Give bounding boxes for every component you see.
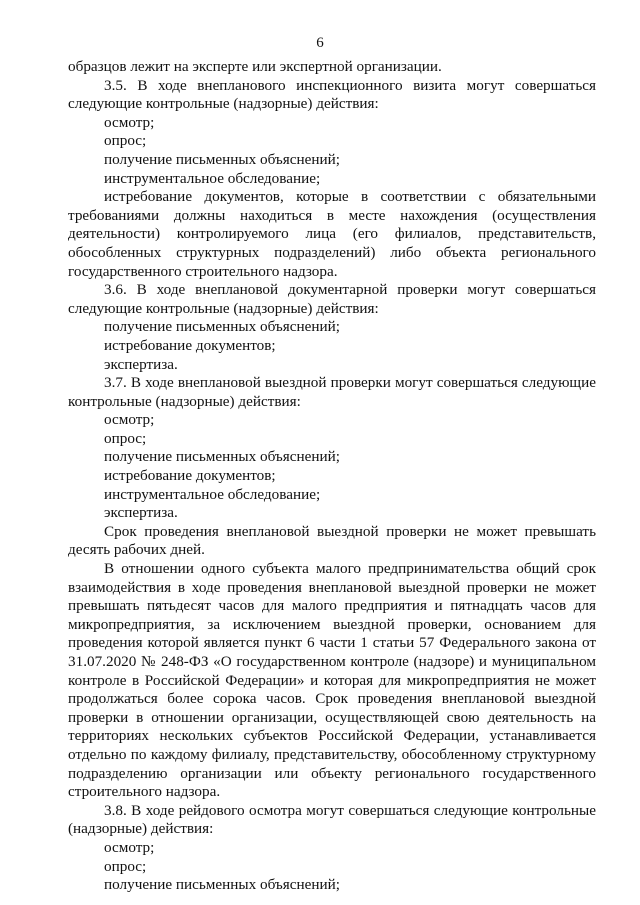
list-item: получение письменных объяснений;: [104, 448, 340, 466]
list-item: инструментальное обследование;: [104, 485, 321, 503]
list-item: экспертиза.: [104, 355, 178, 373]
list-item: получение письменных объяснений;: [104, 150, 340, 168]
list-item: получение письменных объяснений;: [104, 876, 340, 894]
paragraph: 3.8. В ходе рейдового осмотра могут совершаться следующие контрольные (надзорные) действия:: [68, 801, 596, 838]
list-item: осмотр;: [104, 113, 155, 131]
list-item: опрос;: [104, 429, 147, 447]
document-body: [68, 58, 596, 895]
list-item: истребование документов;: [104, 336, 276, 354]
paragraph: 3.5. В ходе внепланового инспекционного визита могут совершаться следующие контрольные (надзорные) действия:: [68, 76, 596, 113]
page-number: 6: [316, 35, 324, 51]
list-item: опрос;: [104, 857, 147, 875]
paragraph: Срок проведения внеплановой выездной проверки не может превышать десять рабочих дней.: [68, 522, 596, 559]
paragraph: 3.6. В ходе внеплановой документарной проверки могут совершаться следующие контрольные (надзорные) действия:: [68, 281, 596, 317]
paragraph: образцов лежит на эксперте или экспертной организации.: [68, 58, 442, 75]
paragraph: 3.7. В ходе внеплановой выездной проверки могут совершаться следующие контрольные (надзорные) действия:: [68, 374, 596, 410]
paragraph: В отношении одного субъекта малого предпринимательства общий срок взаимодействия в ходе проведения внеплановой выездной проверки не может превышать пятьдесят часов для малого предприятия и пятнадцать часов для микропредприятия, за исключением выездной проверки, основанием для проведения которой является пункт 6 части 1 статьи 57 Федерального закона от 31.07.2020 № 248-ФЗ «О государственном контроле (надзоре) и муниципальном контроле в Российской Федерации» и которая для микропредприятия не может продолжаться более сорока часов. Срок проведения внеплановой выездной проверки в отношении организации, осуществляющей свою деятельность на территориях нескольких субъектов Российской Федерации, устанавливается отдельно по каждому филиалу, представительству, обособленному структурному подразделению организации или объекту регионального государственного строительного надзора.: [68, 560, 596, 801]
list-item: инструментальное обследование;: [104, 169, 321, 187]
paragraph: истребование документов, которые в соответствии с обязательными требованиями должны находиться в месте нахождения (осуществления деятельности) контролируемого лица (его филиалов, представительств, обособленных структурных подразделений) либо объекта регионального государственного строительного надзора.: [68, 188, 596, 280]
list-item: экспертиза.: [104, 504, 178, 522]
list-item: истребование документов;: [104, 467, 276, 485]
list-item: осмотр;: [104, 411, 155, 429]
list-item: получение письменных объяснений;: [104, 318, 340, 336]
list-item: осмотр;: [104, 838, 155, 856]
list-item: опрос;: [104, 132, 147, 150]
